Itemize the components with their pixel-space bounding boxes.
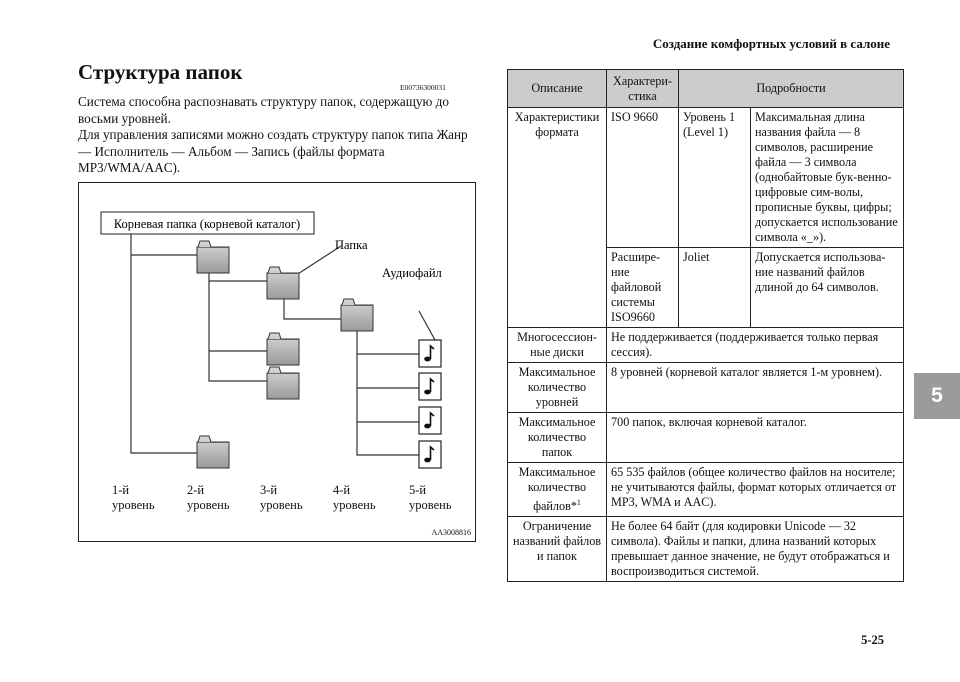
figure-code: AA3008816 (431, 528, 471, 537)
folder-icon (341, 299, 373, 331)
level-label: 5-й уровень (409, 483, 452, 512)
folder-icon (267, 333, 299, 365)
column-header: Подробности (679, 70, 904, 108)
intro-paragraph: Система способна распознавать структуру папок, содержащую до восьми уровней. (78, 94, 449, 126)
root-folder-label: Корневая папка (корневой каталог) (113, 217, 301, 231)
table-cell: Допускается использова-ние названий файлов длиной до 64 символов. (751, 248, 904, 328)
table-cell: 65 535 файлов (общее количество файлов на носителе; не учитываются файлы, формат которых отличается от MP3, WMA и AAC). (607, 463, 904, 517)
level-label: 1-й уровень (112, 483, 155, 512)
table-cell: Расшире-ние файловой системы ISO9660 (607, 248, 679, 328)
row-label: Максимальное количество папок (508, 413, 607, 463)
footnote-mark: 1 (576, 498, 581, 507)
row-label: Максимальное количество уровней (508, 363, 607, 413)
page-number: 5-25 (861, 633, 884, 647)
table-row (508, 463, 904, 517)
table-row (508, 517, 904, 582)
intro-text (78, 94, 483, 177)
folder-icon (267, 267, 299, 299)
table-cell: Joliet (679, 248, 751, 328)
row-label: Максимальное количество файлов*$^1$ (508, 463, 607, 517)
audio-callout-label: Аудиофайл (382, 266, 442, 280)
chapter-tab: 5 (914, 373, 960, 419)
level-label: 4-й уровень (333, 483, 376, 512)
table-cell: Не более 64 байт (для кодировки Unicode — 32 символа). Файлы и папки, длина названий которых превышает данное значение, не будут отображаться и воспроизводиться системой. (607, 517, 904, 582)
table-row (508, 413, 904, 463)
audio-file-icon (419, 340, 441, 367)
table-header-row (508, 70, 904, 108)
table-cell: Максимальная длина названия файла — 8 символов, расширение файла — 3 символа (однобайтовые бук-венно-цифровые сим-волы, прописные буквы, цифры; допускается использование символа «_»). (751, 108, 904, 248)
folder-icon (267, 367, 299, 399)
specification-table (507, 69, 904, 582)
row-label: Характеристики формата (508, 108, 607, 328)
audio-file-icon (419, 441, 441, 468)
level-label: 3-й уровень (260, 483, 303, 512)
folder-icon (197, 436, 229, 468)
level-label: 2-й уровень (187, 483, 230, 512)
column-header: Описание (508, 70, 607, 108)
section-code: E00736300031 (400, 83, 446, 92)
audio-file-icon (419, 373, 441, 400)
table-cell: 700 папок, включая корневой каталог. (607, 413, 904, 463)
section-title: Структура папок (78, 60, 243, 84)
table-row (508, 363, 904, 413)
intro-paragraph: Для управления записями можно создать структуру папок типа Жанр — Исполнитель — Альбом — Запись (файлы формата MP3/WMA/AAC). (78, 127, 468, 175)
table-row (508, 328, 904, 363)
folder-callout-label: Папка (335, 238, 368, 252)
row-label: Многосессион-ные диски (508, 328, 607, 363)
table-cell: ISO 9660 (607, 108, 679, 248)
running-header: Создание комфортных условий в салоне (652, 36, 890, 51)
table-cell: Не поддерживается (поддерживается только первая сессия). (607, 328, 904, 363)
audio-file-icon (419, 407, 441, 434)
folder-structure-diagram (78, 182, 476, 542)
table-cell: 8 уровней (корневой каталог является 1-м уровнем). (607, 363, 904, 413)
column-header: Характери-стика (607, 70, 679, 108)
folder-icon (197, 241, 229, 273)
row-label: Ограничение названий файлов и папок (508, 517, 607, 582)
table-row (508, 108, 904, 248)
table-cell: Уровень 1 (Level 1) (679, 108, 751, 248)
